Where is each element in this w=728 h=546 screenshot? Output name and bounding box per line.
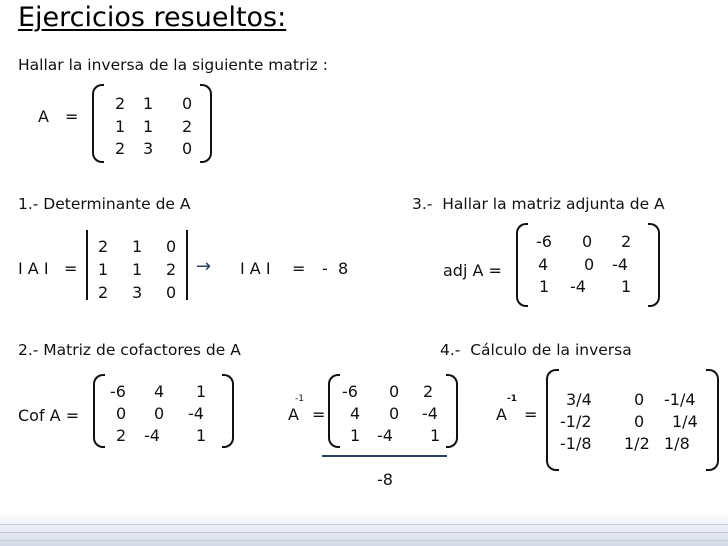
- matrix-cell: -1/4: [664, 390, 696, 409]
- left-parenthesis: [92, 84, 104, 163]
- right-parenthesis: [222, 374, 234, 448]
- matrix-cell: 0: [166, 237, 177, 256]
- matrix-cell: 2: [98, 283, 109, 302]
- matrix-cell: 1: [115, 117, 126, 136]
- footer-stripe: [0, 524, 728, 525]
- matrix-cell: 0: [182, 139, 193, 158]
- step-2-heading: 2.- Matriz de cofactores de A: [18, 341, 241, 359]
- matrix-cell: 1: [621, 277, 632, 296]
- matrix-cell: 3/4: [566, 390, 592, 409]
- matrix-cell: 2: [116, 426, 127, 445]
- fraction-bar: [322, 455, 447, 457]
- right-parenthesis: [200, 84, 212, 163]
- page-title: Ejercicios resueltos:: [18, 2, 287, 33]
- left-parenthesis: [546, 369, 559, 471]
- step-3-heading: 3.- Hallar la matriz adjunta de A: [412, 195, 665, 213]
- matrix-cell: 0: [582, 232, 593, 251]
- matrix-cell: 2: [115, 94, 126, 113]
- matrix-cell: 2: [621, 232, 632, 251]
- arrow-right-icon: →: [196, 256, 212, 277]
- matrix-cell: 2: [115, 139, 126, 158]
- matrix-cell: 0: [116, 404, 127, 423]
- denominator: -8: [377, 470, 393, 489]
- matrix-cell: 0: [154, 404, 165, 423]
- matrix-cell: 1: [132, 237, 143, 256]
- inverse-label: A: [288, 405, 299, 424]
- determinant-equals: =: [64, 259, 78, 278]
- matrix-cell: 1: [143, 117, 154, 136]
- matrix-cell: -1/2: [560, 412, 592, 431]
- right-parenthesis: [706, 369, 719, 471]
- matrix-cell: 2: [182, 117, 193, 136]
- matrix-cell: 1/8: [664, 434, 690, 453]
- determinant-value: - 8: [322, 259, 349, 278]
- matrix-a-label: A: [38, 107, 49, 126]
- matrix-cell: -1/8: [560, 434, 592, 453]
- matrix-cell: 0: [634, 390, 645, 409]
- matrix-cell: 2: [98, 237, 109, 256]
- matrix-cell: 0: [584, 255, 595, 274]
- cofactor-label: Cof A =: [18, 406, 80, 425]
- matrix-cell: 4: [538, 255, 549, 274]
- left-parenthesis: [516, 223, 528, 307]
- matrix-cell: 4: [350, 404, 361, 423]
- inverse-result-equals: =: [524, 405, 538, 424]
- matrix-cell: 4: [154, 382, 165, 401]
- inverse-equals: =: [312, 405, 326, 424]
- matrix-cell: 1: [196, 426, 207, 445]
- left-parenthesis: [93, 374, 105, 448]
- determinant-result-label: I A I: [240, 259, 271, 278]
- matrix-cell: 1: [539, 277, 550, 296]
- matrix-cell: 1: [196, 382, 207, 401]
- matrix-cell: 0: [389, 382, 400, 401]
- matrix-cell: 0: [182, 94, 193, 113]
- matrix-cell: -6: [342, 382, 358, 401]
- matrix-cell: 1: [143, 94, 154, 113]
- step-4-heading: 4.- Cálculo de la inversa: [440, 341, 632, 359]
- matrix-cell: 2: [423, 382, 434, 401]
- matrix-cell: -4: [570, 277, 586, 296]
- adjoint-label: adj A =: [443, 261, 502, 280]
- matrix-cell: -4: [188, 404, 204, 423]
- step-1-heading: 1.- Determinante de A: [18, 195, 191, 213]
- determinant-result-equals: =: [292, 259, 306, 278]
- matrix-cell: 3: [143, 139, 154, 158]
- footer-stripe: [0, 532, 728, 533]
- matrix-cell: 1: [98, 260, 109, 279]
- matrix-cell: 3: [132, 283, 143, 302]
- matrix-cell: -4: [144, 426, 160, 445]
- matrix-cell: -6: [110, 382, 126, 401]
- matrix-cell: 0: [166, 283, 177, 302]
- determinant-left-bar: [86, 230, 88, 300]
- matrix-cell: -4: [422, 404, 438, 423]
- matrix-cell: 1/2: [624, 434, 650, 453]
- determinant-right-bar: [186, 230, 188, 300]
- matrix-cell: 1: [132, 260, 143, 279]
- matrix-cell: 1: [430, 426, 441, 445]
- inverse-result-label: A: [496, 405, 507, 424]
- matrix-cell: 0: [389, 404, 400, 423]
- determinant-label: I A I: [18, 259, 49, 278]
- right-parenthesis: [446, 374, 458, 448]
- left-parenthesis: [328, 374, 340, 448]
- matrix-cell: -6: [536, 232, 552, 251]
- right-parenthesis: [648, 223, 660, 307]
- matrix-cell: 0: [634, 412, 645, 431]
- matrix-cell: 2: [166, 260, 177, 279]
- inverse-result-exponent: -1: [507, 394, 517, 404]
- instruction-text: Hallar la inversa de la siguiente matriz :: [18, 56, 328, 74]
- matrix-cell: -4: [377, 426, 393, 445]
- inverse-exponent: -1: [295, 394, 304, 404]
- matrix-cell: 1/4: [672, 412, 698, 431]
- matrix-cell: -4: [612, 255, 628, 274]
- footer-stripe: [0, 540, 728, 541]
- matrix-cell: 1: [350, 426, 361, 445]
- matrix-a-equals: =: [65, 107, 79, 126]
